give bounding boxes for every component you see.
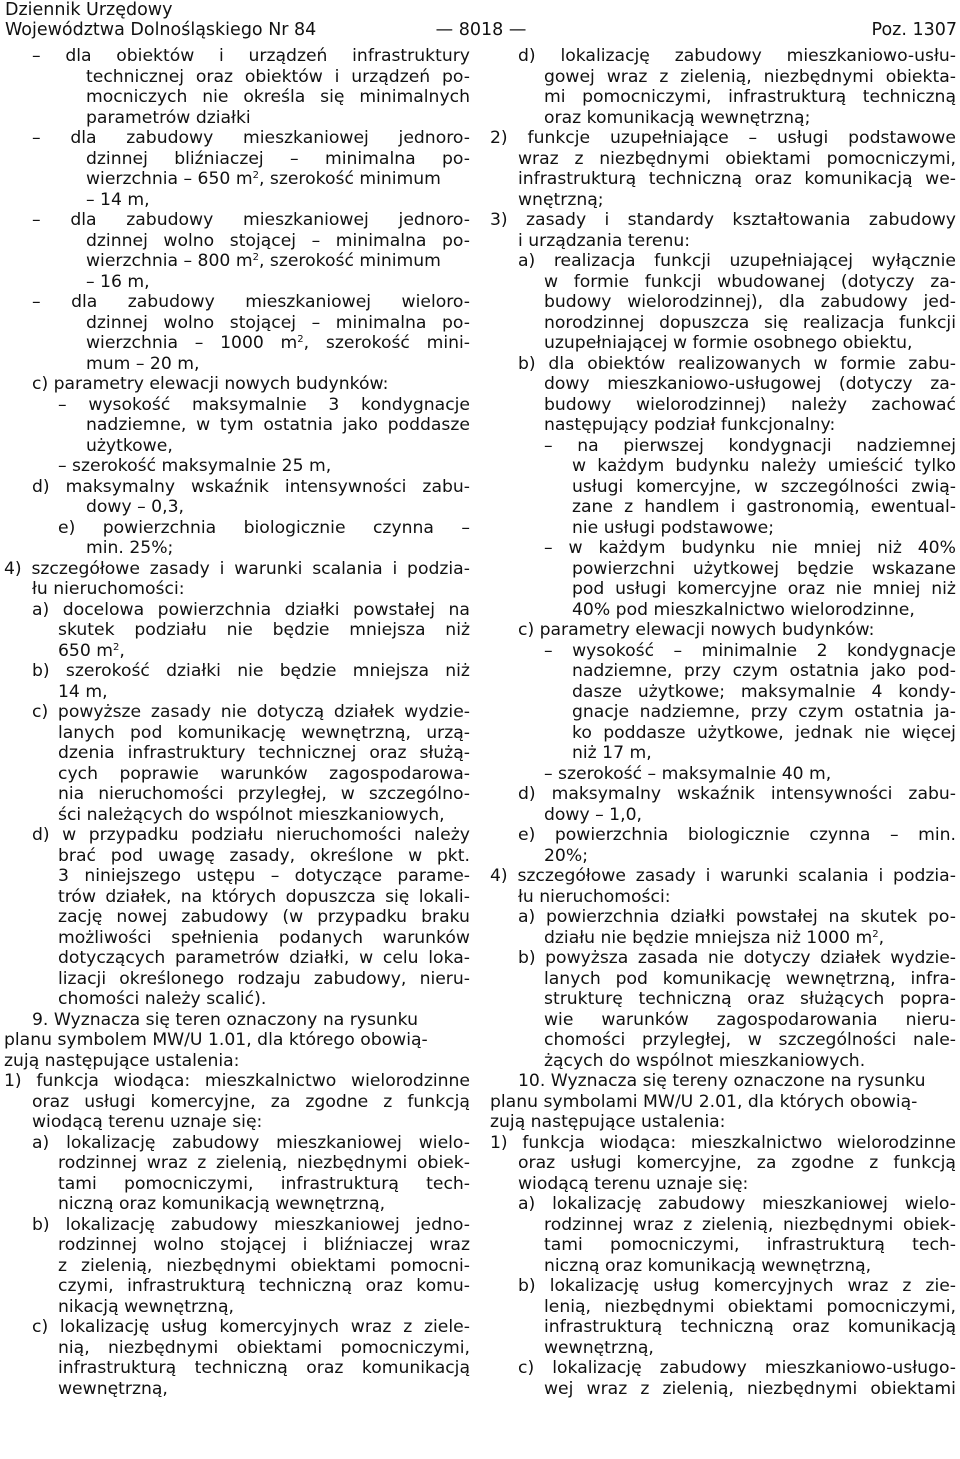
text-line: c) parametry elewacji nowych budynków: bbox=[518, 620, 875, 640]
text-line: nią, niezbędnymi obiektami pomocniczymi, bbox=[58, 1337, 470, 1358]
text-line: b) lokalizację usług komercyjnych wraz z zie- bbox=[518, 1276, 956, 1296]
text-line: 1) funkcja wiodąca: mieszkalnictwo wielorodzinne bbox=[490, 1132, 956, 1153]
text-line: zują następujące ustalenia: bbox=[490, 1112, 726, 1132]
text-line: 14 m, bbox=[58, 681, 108, 702]
text-line: b) dla obiektów realizowanych w formie zabu- bbox=[518, 353, 956, 374]
text-line: chomości należy scalić). bbox=[58, 989, 267, 1009]
text-line: mum – 20 m, bbox=[86, 353, 200, 374]
text-line: w każdym budynku należy umieścić tylko bbox=[572, 456, 956, 476]
text-line: 4) szczegółowe zasady i warunki scalania i podzia- bbox=[4, 558, 470, 579]
position-number: Poz. 1307 bbox=[871, 20, 957, 40]
text-line: c) powyższe zasady nie dotyczą działek wydzie- bbox=[32, 702, 470, 722]
text-line: 10. Wyznacza się tereny oznaczone na rysunku bbox=[518, 1071, 926, 1091]
text-line: rodzinnej wolno stojącej i bliźniaczej wraz bbox=[58, 1235, 470, 1255]
text-line: dowy mieszkaniowo-usługowej (dotyczy za- bbox=[544, 374, 956, 394]
text-line: e) powierzchnia biologicznie czynna – min. bbox=[518, 825, 956, 845]
text-line: mi pomocniczymi, infrastrukturą techniczną bbox=[544, 87, 956, 107]
text-line: rodzinnej wraz z zielenią, niezbędnymi obiek- bbox=[58, 1153, 470, 1173]
text-line: możliwości spełnienia podanych warunków bbox=[58, 927, 470, 948]
text-line: dasze użytkowe; maksymalnie 4 kondy- bbox=[572, 681, 956, 702]
text-line: – dla obiektów i urządzeń infrastruktury bbox=[32, 46, 470, 66]
text-line: oraz komunikacją wewnętrzną; bbox=[544, 107, 811, 128]
text-line: skutek podziału nie będzie mniejsza niż bbox=[58, 620, 470, 640]
text-line: 4) szczegółowe zasady i warunki scalania i podzia- bbox=[490, 866, 956, 886]
text-line: dzenia infrastruktury technicznej oraz służą- bbox=[58, 743, 470, 763]
text-line: lenią, niezbędnymi obiektami pomocniczymi, bbox=[544, 1296, 956, 1317]
text-line: rodzinnej wraz z zielenią, niezbędnymi obiek- bbox=[544, 1214, 956, 1235]
page-number: — 8018 — bbox=[435, 20, 527, 40]
text-line: – dla zabudowy mieszkaniowej jednoro- bbox=[32, 210, 470, 230]
text-line: lizacji określonego rodzaju zabudowy, nieru- bbox=[58, 968, 470, 989]
text-line: mocniczych nie określa się minimalnych bbox=[86, 87, 470, 107]
text-line: wie warunków zagospodarowania nieru- bbox=[544, 1009, 956, 1030]
text-line: b) lokalizację zabudowy mieszkaniowej jedno- bbox=[32, 1214, 470, 1235]
text-line: planu symbolem MW/U 1.01, dla którego obowią- bbox=[4, 1030, 428, 1050]
text-line: brać pod uwagę zasady, określone w pkt. bbox=[58, 845, 470, 866]
text-line: czymi, infrastrukturą techniczną oraz komu- bbox=[58, 1276, 470, 1296]
text-line: infrastrukturą techniczną oraz komunikacją bbox=[58, 1358, 470, 1378]
text-line: chomości przyległej, w szczególności nale- bbox=[544, 1030, 956, 1050]
text-line: – 14 m, bbox=[86, 189, 150, 210]
text-line: ko poddasze użytkowe, jednak nie więcej bbox=[572, 722, 956, 743]
text-line: c) lokalizację usług komercyjnych wraz z ziele- bbox=[32, 1317, 470, 1337]
text-line: powierzchni użytkowej będzie wskazane bbox=[572, 558, 956, 579]
text-line: lanych pod komunikację wewnętrzną, infra- bbox=[544, 968, 956, 989]
text-line: usługi komercyjne, w szczególności zwią- bbox=[572, 476, 956, 497]
text-line: nadziemne, przy czym ostatnia jako pod- bbox=[572, 661, 956, 681]
text-line: gnacje nadziemne, przy czym ostatnia ja- bbox=[572, 702, 956, 722]
text-line: – wysokość – minimalnie 2 kondygnacje bbox=[544, 640, 956, 661]
text-line: tami pomocniczymi, infrastrukturą tech- bbox=[544, 1235, 956, 1255]
text-line: a) powierzchnia działki powstałej na skutek po- bbox=[518, 907, 956, 927]
text-line: dotyczących parametrów działki, w celu loka- bbox=[58, 948, 470, 968]
text-line: zane z handlem i gastronomią, ewentual- bbox=[572, 497, 956, 517]
text-line: dzinnej wolno stojącej – minimalna po- bbox=[86, 230, 470, 251]
publication-title: Dziennik Urzędowy bbox=[5, 0, 173, 20]
text-line: infrastrukturą techniczną oraz komunikacją we- bbox=[518, 169, 956, 189]
text-line: planu symbolami MW/U 2.01, dla których obowią- bbox=[490, 1091, 918, 1112]
text-line: wnętrzną; bbox=[518, 189, 604, 210]
text-line: i urządzania terenu: bbox=[518, 230, 691, 251]
text-line: nadziemne, w tym ostatnia jako poddasze bbox=[86, 415, 470, 435]
text-line: lanych pod komunikację wewnętrzną, urzą- bbox=[58, 722, 470, 743]
text-line: wraz z niezbędnymi obiektami pomocniczymi, bbox=[518, 148, 956, 169]
text-line: b) powyższa zasada nie dotyczy działek wydzie- bbox=[518, 948, 956, 968]
text-line: wewnętrzną, bbox=[544, 1337, 654, 1358]
text-line: – w każdym budynku nie mniej niż 40% bbox=[544, 538, 956, 558]
text-line: następujący podział funkcjonalny: bbox=[544, 415, 836, 435]
text-line: 650 $m^2$, bbox=[58, 640, 125, 661]
text-line: 40% pod mieszkalnictwo wielorodzinne, bbox=[572, 599, 915, 620]
text-line: d) lokalizację zabudowy mieszkaniowo-usłu- bbox=[518, 46, 956, 66]
text-line: e) powierzchnia biologicznie czynna – bbox=[58, 517, 470, 538]
text-line: d) maksymalny wskaźnik intensywności zabu- bbox=[518, 784, 956, 804]
text-line: w formie funkcji wbudowanej (dotyczy za- bbox=[544, 271, 956, 292]
text-line: cych poprawie warunków zagospodarowa- bbox=[58, 763, 470, 784]
left-text-column bbox=[4, 46, 470, 1399]
text-line: 3 niniejszego ustępu – dotyczące parame- bbox=[58, 866, 470, 886]
text-line: pod usługi komercyjne oraz nie mniej niż bbox=[572, 579, 956, 599]
text-line: nikacją wewnętrzną, bbox=[58, 1296, 234, 1317]
text-line: c) parametry elewacji nowych budynków: bbox=[32, 374, 389, 394]
text-line: dowy – 1,0, bbox=[544, 804, 642, 825]
text-line: b) szerokość działki nie będzie mniejsza niż bbox=[32, 661, 470, 681]
text-line: budowy wielorodzinnej) należy zachować bbox=[544, 394, 956, 415]
text-line: – szerokość maksymalnie 25 m, bbox=[58, 456, 332, 476]
text-line: łu nieruchomości: bbox=[518, 886, 671, 907]
right-text-column bbox=[490, 46, 956, 1399]
text-line: norodzinnej dopuszcza się realizacja funkcji bbox=[544, 312, 956, 333]
page-header bbox=[5, 0, 957, 40]
text-line: niż 17 m, bbox=[572, 743, 652, 763]
text-line: min. 25%; bbox=[86, 538, 174, 558]
text-line: 2) funkcje uzupełniające – usługi podstawowe bbox=[490, 128, 956, 148]
text-line: oraz usługi komercyjne, za zgodne z funkcją bbox=[32, 1091, 470, 1112]
text-line: użytkowe, bbox=[86, 435, 173, 456]
text-line: dzinnej wolno stojącej – minimalna po- bbox=[86, 312, 470, 333]
text-line: nie usługi podstawowe; bbox=[572, 517, 775, 538]
text-line: – wysokość maksymalnie 3 kondygnacje bbox=[58, 394, 470, 415]
text-line: ści należących do wspólnot mieszkaniowych, bbox=[58, 804, 445, 825]
text-line: wiodącą terenu uznaje się: bbox=[32, 1112, 263, 1132]
text-line: wiodącą terenu uznaje się: bbox=[518, 1173, 749, 1194]
text-line: – na pierwszej kondygnacji nadziemnej bbox=[544, 435, 956, 456]
text-line: tami pomocniczymi, infrastrukturą tech- bbox=[58, 1173, 470, 1194]
text-line: c) lokalizację zabudowy mieszkaniowo-usługo- bbox=[518, 1358, 956, 1378]
text-line: a) docelowa powierzchnia działki powstałej na bbox=[32, 599, 470, 620]
text-line: zują następujące ustalenia: bbox=[4, 1050, 240, 1071]
text-line: 3) zasady i standardy kształtowania zabudowy bbox=[490, 210, 956, 230]
text-line: żących do wspólnot mieszkaniowych. bbox=[544, 1050, 866, 1071]
text-line: wej wraz z zielenią, niezbędnymi obiektami bbox=[544, 1378, 956, 1399]
text-line: – dla zabudowy mieszkaniowej jednoro- bbox=[32, 128, 470, 148]
text-line: nia nieruchomości przyległej, w szczególno- bbox=[58, 784, 470, 804]
text-line: wierzchnia – 800 $m^2$, szerokość minimum bbox=[86, 251, 441, 271]
text-line: a) lokalizację zabudowy mieszkaniowej wielo- bbox=[32, 1132, 470, 1153]
voivodeship-issue: Województwa Dolnośląskiego Nr 84 bbox=[5, 20, 317, 40]
text-line: d) maksymalny wskaźnik intensywności zabu- bbox=[32, 476, 470, 497]
text-line: 1) funkcja wiodąca: mieszkalnictwo wielorodzinne bbox=[4, 1071, 470, 1091]
text-line: – 16 m, bbox=[86, 271, 150, 292]
text-line: budowy wielorodzinnej), dla zabudowy jed- bbox=[544, 292, 956, 312]
text-line: dowy – 0,3, bbox=[86, 497, 184, 517]
text-line: niczną oraz komunikacją wewnętrzną, bbox=[58, 1194, 386, 1214]
text-line: 20%; bbox=[544, 845, 588, 866]
text-line: wierzchnia – 650 $m^2$, szerokość minimum bbox=[86, 169, 441, 189]
text-line: a) lokalizację zabudowy mieszkaniowej wielo- bbox=[518, 1194, 956, 1214]
text-line: wierzchnia – 1000 $m^2$, szerokość mini- bbox=[86, 333, 470, 353]
text-line: trów działek, na których dopuszcza się lokali- bbox=[58, 886, 470, 907]
text-line: technicznej oraz obiektów i urządzeń po- bbox=[86, 66, 470, 87]
text-line: łu nieruchomości: bbox=[32, 579, 185, 599]
text-line: z zielenią, niezbędnymi obiektami pomocni- bbox=[58, 1255, 470, 1276]
text-line: działu nie będzie mniejsza niż 1000 $m^2$, bbox=[544, 927, 885, 948]
text-line: – szerokość – maksymalnie 40 m, bbox=[544, 763, 832, 784]
text-line: parametrów działki bbox=[86, 107, 251, 128]
text-line: uzupełniającej w formie osobnego obiektu, bbox=[544, 333, 913, 353]
text-line: a) realizacja funkcji uzupełniającej wyłącznie bbox=[518, 251, 956, 271]
text-line: dzinnej bliźniaczej – minimalna po- bbox=[86, 148, 470, 169]
text-line: zację nowej zabudowy (w przypadku braku bbox=[58, 907, 470, 927]
text-line: d) w przypadku podziału nieruchomości należy bbox=[32, 825, 470, 845]
text-line: infrastrukturą techniczną oraz komunikacją bbox=[544, 1317, 956, 1337]
text-line: strukturę techniczną oraz służących popra- bbox=[544, 989, 956, 1009]
text-line: – dla zabudowy mieszkaniowej wieloro- bbox=[32, 292, 470, 312]
text-line: wewnętrzną, bbox=[58, 1378, 168, 1399]
text-line: oraz usługi komercyjne, za zgodne z funkcją bbox=[518, 1153, 956, 1173]
text-line: niczną oraz komunikacją wewnętrzną, bbox=[544, 1255, 872, 1276]
text-line: 9. Wyznacza się teren oznaczony na rysunku bbox=[32, 1009, 419, 1030]
text-line: gowej wraz z zielenią, niezbędnymi obiekta- bbox=[544, 66, 956, 87]
